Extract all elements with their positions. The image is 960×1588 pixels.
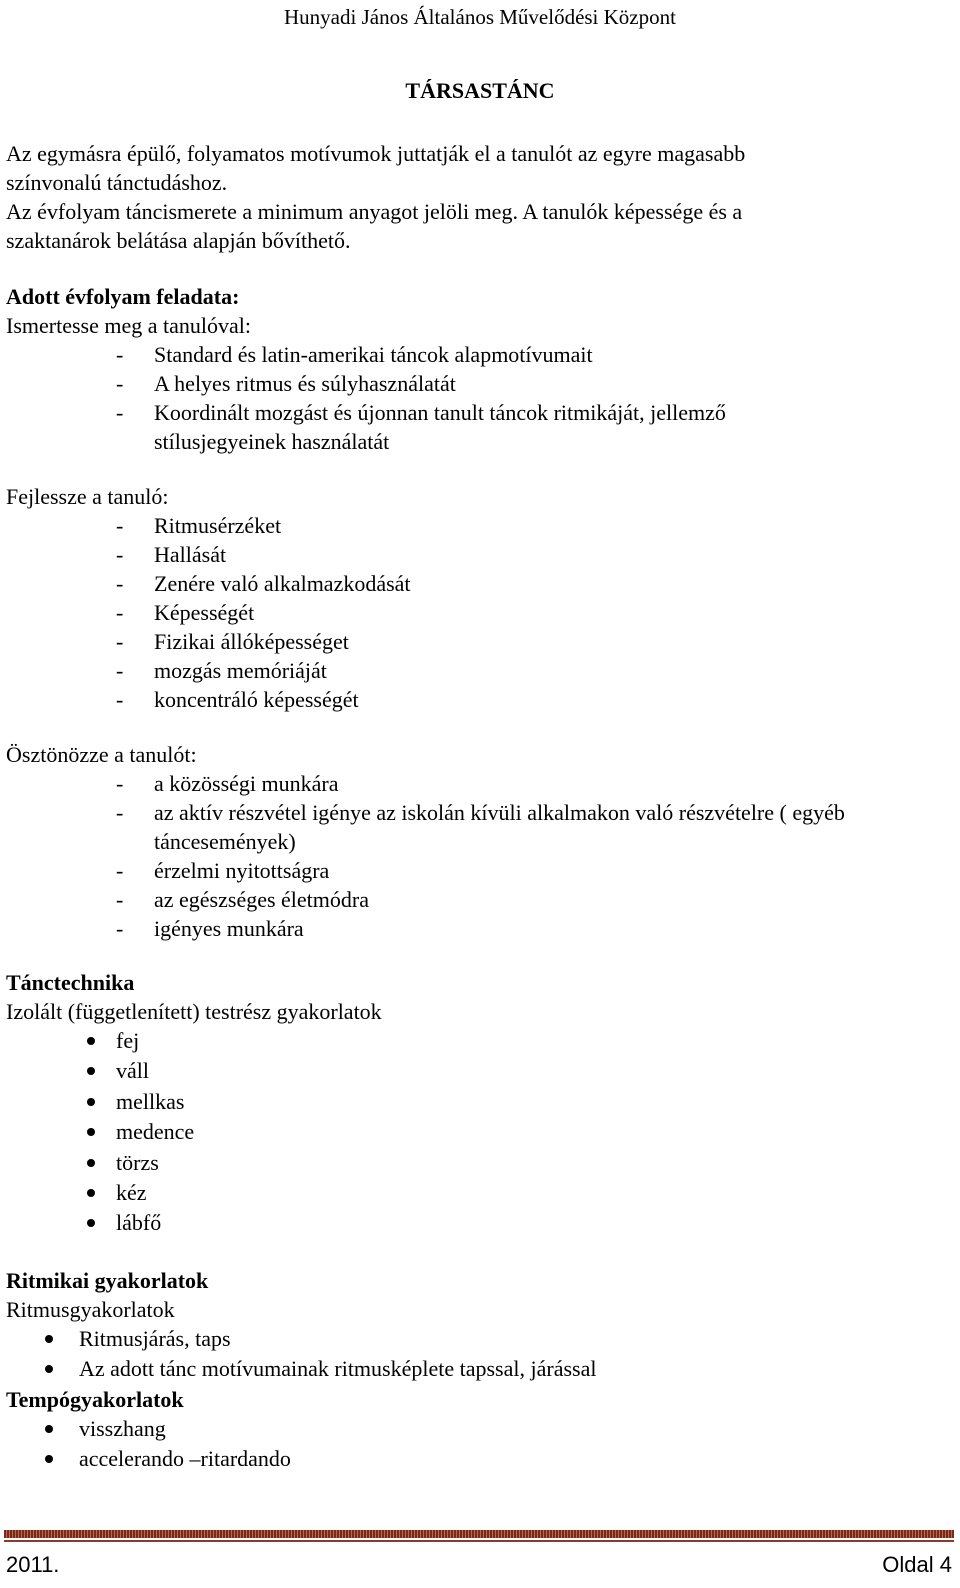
list-item-text: az aktív részvétel igénye az iskolán kívüli alkalmakon való részvételre ( egyéb xyxy=(154,800,845,825)
bullet-icon xyxy=(87,1067,95,1075)
list-item-text: A helyes ritmus és súlyhasználatát xyxy=(154,371,456,396)
list-item-text: Képességét xyxy=(154,600,255,625)
bullet-icon xyxy=(87,1128,95,1136)
intro-line: színvonalú tánctudáshoz. xyxy=(6,170,228,195)
list-item xyxy=(6,798,954,856)
list-item-text: Fizikai állóképességet xyxy=(154,629,349,654)
list-item xyxy=(6,1324,954,1354)
bullet-icon xyxy=(87,1037,95,1045)
list-item xyxy=(6,398,954,456)
list-item xyxy=(6,540,954,569)
rhythm-section xyxy=(6,1266,954,1475)
task-list xyxy=(6,340,954,456)
bullet-icon xyxy=(87,1219,95,1227)
rhythm-intro: Ritmusgyakorlatok xyxy=(6,1297,175,1322)
list-item xyxy=(6,1354,954,1384)
list-item xyxy=(6,885,954,914)
list-item-text: Standard és latin-amerikai táncok alapmotívumait xyxy=(154,342,593,367)
dash-marker: - xyxy=(116,800,124,825)
motivate-section xyxy=(6,740,954,943)
dash-marker: - xyxy=(116,400,124,425)
bullet-icon xyxy=(87,1098,95,1106)
list-item xyxy=(6,1208,954,1238)
list-item-text: Az adott tánc motívumainak ritmusképlete tapssal, járással xyxy=(79,1356,597,1382)
task-section xyxy=(6,282,954,456)
list-item xyxy=(6,856,954,885)
list-item xyxy=(6,1178,954,1208)
list-item xyxy=(6,1148,954,1178)
list-item-text: koncentráló képességét xyxy=(154,687,359,712)
list-item xyxy=(6,656,954,685)
task-heading: Adott évfolyam feladata: xyxy=(6,284,240,309)
list-item xyxy=(6,369,954,398)
intro-paragraph xyxy=(6,139,954,255)
document-title: TÁRSASTÁNC xyxy=(405,78,555,103)
dash-marker: - xyxy=(116,771,124,796)
develop-intro: Fejlessze a tanuló: xyxy=(6,484,169,509)
list-item-text: a közösségi munkára xyxy=(154,771,339,796)
list-item xyxy=(6,598,954,627)
list-item xyxy=(6,340,954,369)
footer-year: 2011. xyxy=(6,1552,60,1577)
list-item-text: érzelmi nyitottságra xyxy=(154,858,330,883)
bullet-icon xyxy=(45,1425,53,1433)
list-item-text: az egészséges életmódra xyxy=(154,887,369,912)
dash-marker: - xyxy=(116,687,124,712)
list-item-text: Hallását xyxy=(154,542,227,567)
list-item-text: Ritmusérzéket xyxy=(154,513,282,538)
footer-divider xyxy=(4,1530,954,1538)
dash-marker: - xyxy=(116,542,124,567)
dash-marker: - xyxy=(116,858,124,883)
list-item-text: kéz xyxy=(116,1179,147,1205)
task-intro: Ismertesse meg a tanulóval: xyxy=(6,313,251,338)
list-item-text: accelerando –ritardando xyxy=(79,1446,291,1472)
list-item-text: medence xyxy=(116,1119,195,1145)
develop-section xyxy=(6,482,954,714)
rhythm-heading: Ritmikai gyakorlatok xyxy=(6,1268,209,1293)
list-item-text: visszhang xyxy=(79,1415,166,1441)
list-item-text: váll xyxy=(116,1058,149,1084)
list-item xyxy=(6,914,954,943)
footer-page-number: Oldal 4 xyxy=(882,1552,952,1577)
list-item xyxy=(6,511,954,540)
list-item xyxy=(6,627,954,656)
develop-list xyxy=(6,511,954,714)
list-item xyxy=(6,685,954,714)
intro-line: Az évfolyam táncismerete a minimum anyagot jelöli meg. A tanulók képessége és a xyxy=(6,199,743,224)
footer-divider-thin xyxy=(4,1540,954,1542)
list-item-text: Zenére való alkalmazkodását xyxy=(154,571,411,596)
technique-section xyxy=(6,968,954,1239)
dash-marker: - xyxy=(116,887,124,912)
dash-marker: - xyxy=(116,342,124,367)
list-item-text: mellkas xyxy=(116,1088,185,1114)
list-item xyxy=(6,569,954,598)
intro-line: Az egymásra épülő, folyamatos motívumok juttatják el a tanulót az egyre magasabb xyxy=(6,141,746,166)
dash-marker: - xyxy=(116,513,124,538)
list-item xyxy=(6,1087,954,1117)
list-item xyxy=(6,1026,954,1056)
institution-name: Hunyadi János Általános Művelődési Központ xyxy=(284,5,676,29)
page-header xyxy=(0,3,960,31)
dash-marker: - xyxy=(116,571,124,596)
list-item xyxy=(6,1444,954,1474)
list-item-text: Koordinált mozgást és újonnan tanult táncok ritmikáját, jellemző xyxy=(154,400,726,425)
list-item-text: lábfő xyxy=(116,1210,162,1236)
bullet-icon xyxy=(45,1365,53,1373)
dash-marker: - xyxy=(116,600,124,625)
list-item xyxy=(6,769,954,798)
technique-intro: Izolált (függetlenített) testrész gyakorlatok xyxy=(6,999,382,1024)
dash-marker: - xyxy=(116,658,124,683)
dash-marker: - xyxy=(116,371,124,396)
list-item-text: fej xyxy=(116,1028,140,1053)
motivate-list xyxy=(6,769,954,943)
list-item xyxy=(6,1117,954,1147)
bullet-icon xyxy=(45,1455,53,1463)
list-item-text: törzs xyxy=(116,1149,159,1175)
intro-line: szaktanárok belátása alapján bővíthető. xyxy=(6,228,351,253)
tempo-list xyxy=(6,1414,954,1475)
list-item-text: stílusjegyeinek használatát xyxy=(154,429,390,454)
list-item-text: igényes munkára xyxy=(154,916,304,941)
list-item xyxy=(6,1414,954,1444)
motivate-intro: Ösztönözze a tanulót: xyxy=(6,742,197,767)
bullet-icon xyxy=(45,1335,53,1343)
bullet-icon xyxy=(87,1159,95,1167)
dash-marker: - xyxy=(116,629,124,654)
technique-list xyxy=(6,1026,954,1239)
list-item-text: mozgás memóriáját xyxy=(154,658,327,683)
tempo-heading: Tempógyakorlatok xyxy=(6,1386,184,1412)
bullet-icon xyxy=(87,1189,95,1197)
list-item-text: táncesemények) xyxy=(154,829,296,854)
technique-heading: Tánctechnika xyxy=(6,970,135,995)
dash-marker: - xyxy=(116,916,124,941)
list-item xyxy=(6,1056,954,1086)
list-item-text: Ritmusjárás, taps xyxy=(79,1326,231,1351)
rhythm-list xyxy=(6,1324,954,1385)
